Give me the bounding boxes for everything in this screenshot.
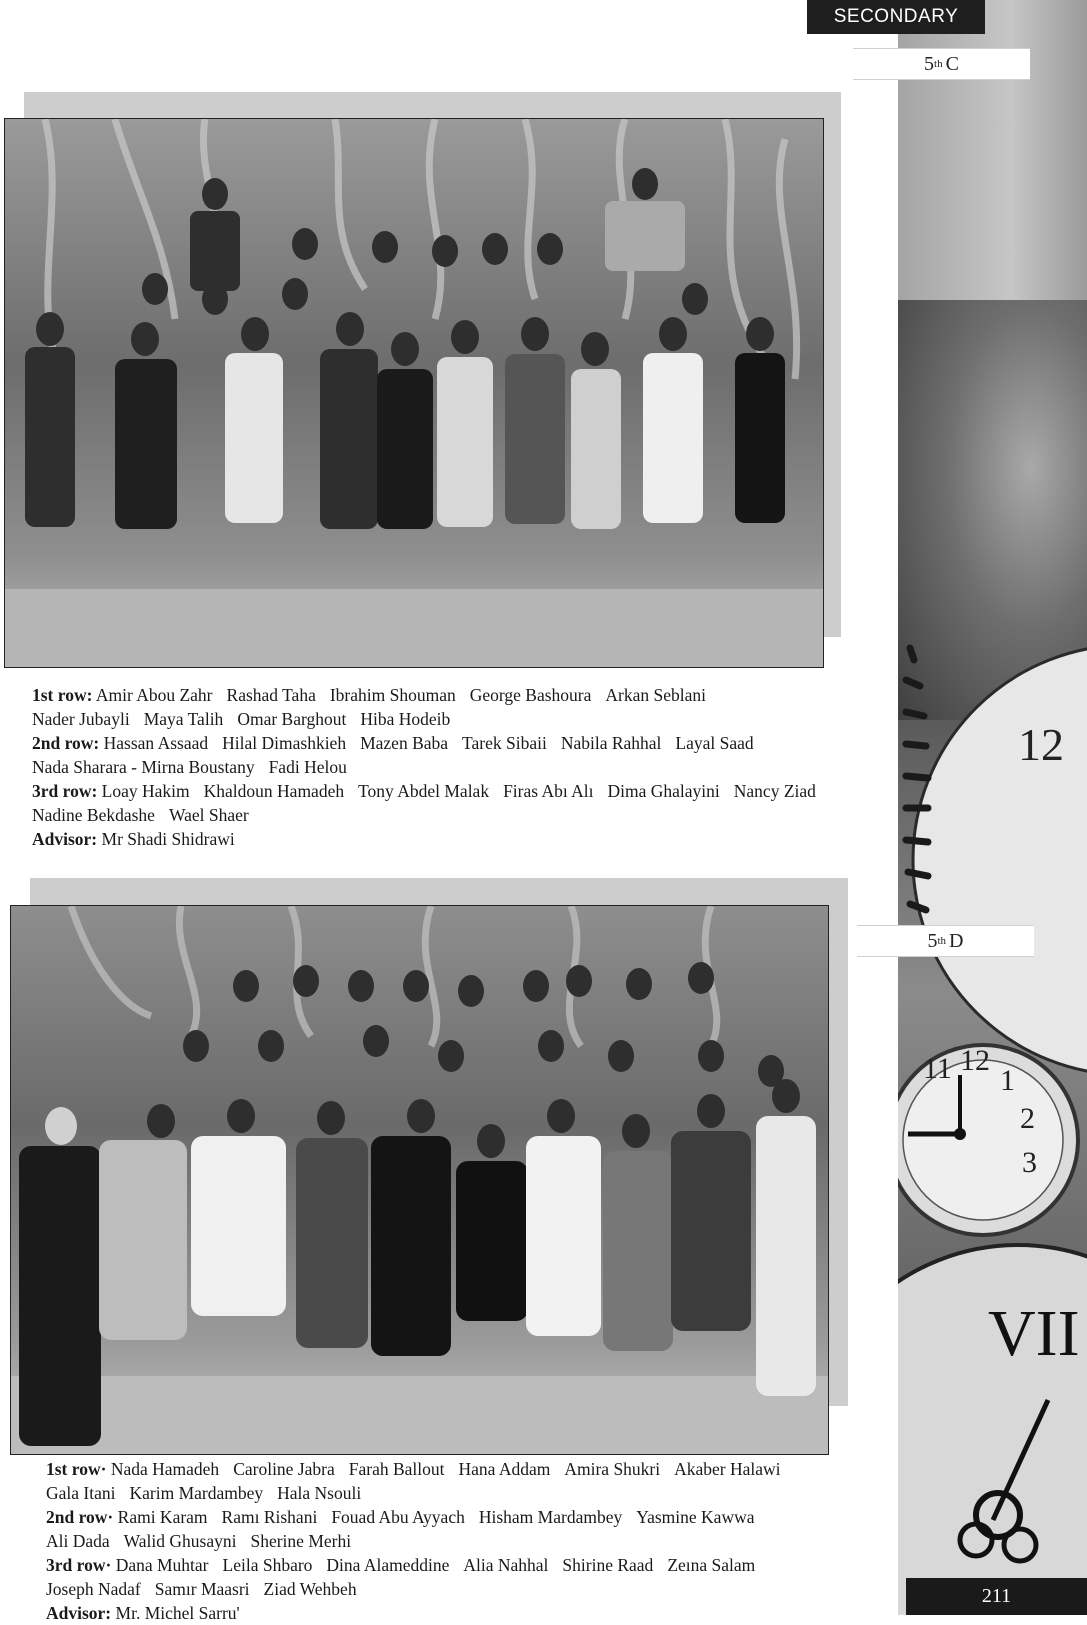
caption-5c bbox=[32, 683, 830, 851]
caption-line bbox=[32, 779, 830, 803]
caption-line bbox=[46, 1601, 795, 1625]
student-name: Tony Abdel Malak bbox=[358, 781, 490, 801]
student-name: Loay Hakim bbox=[101, 781, 190, 801]
caption-line bbox=[46, 1529, 795, 1553]
student-name: Akaber Halawi bbox=[674, 1459, 781, 1479]
numeral-11: 11 bbox=[923, 1052, 952, 1085]
student-name: Yasmine Kawwa bbox=[636, 1507, 755, 1527]
advisor-name: Mr. Michel Sarru' bbox=[115, 1603, 240, 1623]
student-name: Farah Ballout bbox=[348, 1459, 445, 1479]
student-name: Dana Muhtar bbox=[115, 1555, 209, 1575]
student-name: Sherine Merhi bbox=[250, 1531, 352, 1551]
student-name: Omar Barghout bbox=[237, 709, 347, 729]
class-label-letter: C bbox=[945, 52, 959, 75]
student-name: Rashad Taha bbox=[226, 685, 316, 705]
student-name: Layal Saad bbox=[675, 733, 754, 753]
student-name: Ali Dada bbox=[46, 1531, 110, 1551]
student-name: Gala Itani bbox=[46, 1483, 116, 1503]
class-label-c bbox=[853, 48, 1030, 80]
row-label: 2nd row: bbox=[32, 733, 100, 753]
student-name: Arkan Seblani bbox=[605, 685, 707, 705]
class-label-ordinal: th bbox=[937, 935, 947, 947]
numeral-12-middle: 12 bbox=[960, 1044, 990, 1077]
student-name: Zeına Salam bbox=[667, 1555, 756, 1575]
student-name: Hiba Hodeib bbox=[360, 709, 451, 729]
student-name: Joseph Nadaf bbox=[46, 1579, 141, 1599]
student-name: Mazen Baba bbox=[360, 733, 449, 753]
row-label: 1st row· bbox=[46, 1459, 107, 1479]
student-name: Fadi Helou bbox=[268, 757, 347, 777]
numeral-3: 3 bbox=[1022, 1146, 1037, 1179]
student-name: Ramı Rishani bbox=[221, 1507, 318, 1527]
row-label: 2nd row· bbox=[46, 1507, 114, 1527]
advisor-label: Advisor: bbox=[32, 829, 98, 849]
caption-5d bbox=[46, 1457, 795, 1625]
caption-line bbox=[32, 803, 830, 827]
caption-line bbox=[46, 1481, 795, 1505]
numeral-2: 2 bbox=[1020, 1102, 1035, 1135]
student-name: Maya Talih bbox=[143, 709, 224, 729]
row-label: 3rd row: bbox=[32, 781, 98, 801]
caption-line bbox=[32, 707, 830, 731]
student-name: Leila Shbaro bbox=[222, 1555, 313, 1575]
group-photo-illustration bbox=[11, 906, 828, 1454]
class-label-d bbox=[857, 925, 1034, 957]
caption-line bbox=[46, 1505, 795, 1529]
student-name: Nada Sharara - Mirna Boustany bbox=[32, 757, 255, 777]
student-name: Hala Nsouli bbox=[277, 1483, 362, 1503]
student-name: Hassan Assaad bbox=[103, 733, 209, 753]
numeral-vii: VII bbox=[988, 1297, 1080, 1370]
student-name: Dina Alameddine bbox=[326, 1555, 450, 1575]
student-name: Amir Abou Zahr bbox=[95, 685, 213, 705]
class-photo-5d bbox=[10, 905, 829, 1455]
group-photo-illustration bbox=[5, 119, 823, 667]
student-name: Alia Nahhal bbox=[463, 1555, 549, 1575]
page-number: 211 bbox=[906, 1578, 1087, 1615]
caption-line bbox=[32, 827, 830, 851]
student-name: Ziad Wehbeh bbox=[263, 1579, 357, 1599]
student-name: Amira Shukri bbox=[564, 1459, 661, 1479]
caption-line bbox=[46, 1553, 795, 1577]
student-name: Shirine Raad bbox=[562, 1555, 654, 1575]
student-name: George Bashoura bbox=[469, 685, 592, 705]
row-label: 1st row: bbox=[32, 685, 93, 705]
student-name: Walid Ghusayni bbox=[123, 1531, 237, 1551]
student-name: Caroline Jabra bbox=[233, 1459, 335, 1479]
class-label-number: 5 bbox=[924, 52, 935, 75]
student-name: Khaldoun Hamadeh bbox=[203, 781, 345, 801]
caption-line bbox=[32, 755, 830, 779]
numeral-1: 1 bbox=[1000, 1064, 1015, 1097]
student-name: Rami Karam bbox=[117, 1507, 208, 1527]
class-label-letter: D bbox=[949, 929, 964, 952]
student-name: Nader Jubayli bbox=[32, 709, 130, 729]
student-name: Hana Addam bbox=[458, 1459, 551, 1479]
student-name: Nada Hamadeh bbox=[110, 1459, 220, 1479]
caption-line bbox=[32, 683, 830, 707]
class-label-ordinal: th bbox=[934, 58, 943, 70]
student-name: Wael Shaer bbox=[168, 805, 249, 825]
student-name: Nancy Ziad bbox=[733, 781, 816, 801]
student-name: Hisham Mardambey bbox=[478, 1507, 623, 1527]
student-name: Tarek Sibaii bbox=[462, 733, 547, 753]
class-photo-5c bbox=[4, 118, 824, 668]
clock-illustration bbox=[898, 0, 1087, 1615]
student-name: Dima Ghalayini bbox=[607, 781, 720, 801]
student-name: Karim Mardambey bbox=[129, 1483, 264, 1503]
caption-line bbox=[46, 1457, 795, 1481]
student-name: Nadine Bekdashe bbox=[32, 805, 155, 825]
caption-line bbox=[46, 1577, 795, 1601]
decorative-clock-strip bbox=[898, 0, 1087, 1615]
section-tag: SECONDARY bbox=[807, 0, 985, 34]
student-name: Hilal Dimashkieh bbox=[222, 733, 347, 753]
advisor-name: Mr Shadi Shidrawi bbox=[101, 829, 235, 849]
class-label-number: 5 bbox=[927, 929, 938, 952]
row-label: 3rd row· bbox=[46, 1555, 112, 1575]
numeral-12-upper: 12 bbox=[1018, 719, 1064, 770]
student-name: Firas Abı Alı bbox=[503, 781, 594, 801]
student-name: Nabila Rahhal bbox=[560, 733, 662, 753]
student-name: Samır Maasri bbox=[154, 1579, 250, 1599]
caption-line bbox=[32, 731, 830, 755]
student-name: Ibrahim Shouman bbox=[329, 685, 456, 705]
advisor-label: Advisor: bbox=[46, 1603, 112, 1623]
student-name: Fouad Abu Ayyach bbox=[331, 1507, 465, 1527]
upper-clock-face bbox=[913, 645, 1087, 1075]
